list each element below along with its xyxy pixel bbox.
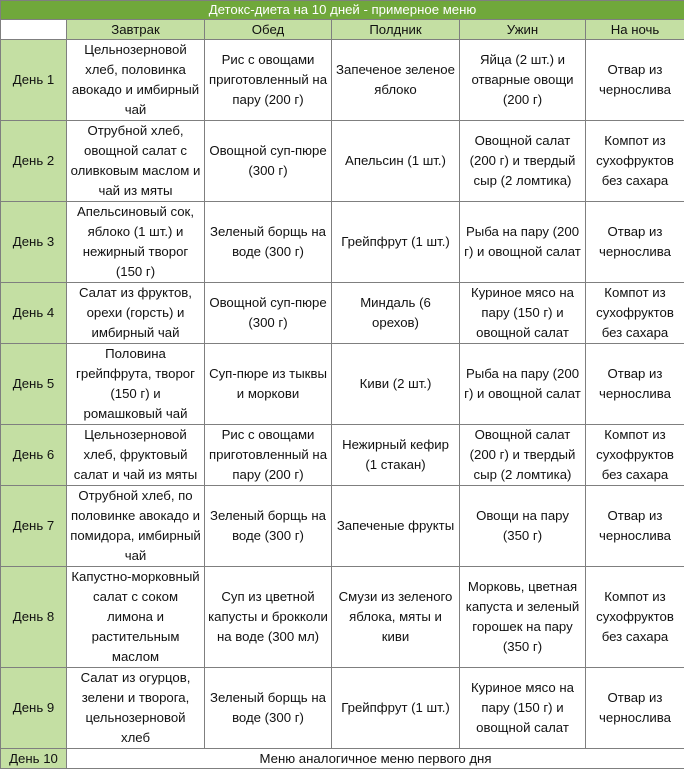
snack-cell: Смузи из зеленого яблока, мяты и киви [332,567,460,668]
day-label: День 9 [1,668,67,749]
header-breakfast: Завтрак [67,20,205,40]
day10-note: Меню аналогичное меню первого дня [67,749,684,769]
day-label: День 1 [1,40,67,121]
dinner-cell: Овощной салат (200 г) и твердый сыр (2 ломтика) [460,121,586,202]
breakfast-cell: Салат из огурцов, зелени и творога, цельнозерновой хлеб [67,668,205,749]
breakfast-cell: Отрубной хлеб, овощной салат с оливковым маслом и чай из мяты [67,121,205,202]
lunch-cell: Зеленый борщь на воде (300 г) [205,202,332,283]
table-row [1,121,684,202]
breakfast-cell: Салат из фруктов, орехи (горсть) и имбирный чай [67,283,205,344]
night-cell: Отвар из чернослива [586,40,684,121]
table-row [1,486,684,567]
night-cell: Компот из сухофруктов без сахара [586,283,684,344]
night-cell: Компот из сухофруктов без сахара [586,567,684,668]
dinner-cell: Яйца (2 шт.) и отварные овощи (200 г) [460,40,586,121]
lunch-cell: Зеленый борщь на воде (300 г) [205,668,332,749]
breakfast-cell: Отрубной хлеб, по половинке авокадо и помидора, имбирный чай [67,486,205,567]
day-label: День 6 [1,425,67,486]
day-label: День 10 [1,749,67,769]
dinner-cell: Рыба на пару (200 г) и овощной салат [460,344,586,425]
snack-cell: Апельсин (1 шт.) [332,121,460,202]
table-row [1,567,684,668]
snack-cell: Киви (2 шт.) [332,344,460,425]
dinner-cell: Овощной салат (200 г) и твердый сыр (2 ломтика) [460,425,586,486]
dinner-cell: Овощи на пару (350 г) [460,486,586,567]
lunch-cell: Рис с овощами приготовленный на пару (200 г) [205,40,332,121]
breakfast-cell: Капустно-морковный салат с соком лимона и растительным маслом [67,567,205,668]
header-dinner: Ужин [460,20,586,40]
snack-cell: Грейпфрут (1 шт.) [332,668,460,749]
day-label: День 8 [1,567,67,668]
lunch-cell: Рис с овощами приготовленный на пару (200 г) [205,425,332,486]
header-night: На ночь [586,20,684,40]
snack-cell: Миндаль (6 орехов) [332,283,460,344]
lunch-cell: Суп из цветной капусты и брокколи на воде (300 мл) [205,567,332,668]
dinner-cell: Рыба на пару (200 г) и овощной салат [460,202,586,283]
table-row [1,425,684,486]
table-row [1,668,684,749]
dinner-cell: Куриное мясо на пару (150 г) и овощной салат [460,668,586,749]
day-label: День 3 [1,202,67,283]
column-header-row [1,20,684,40]
snack-cell: Запеченые фрукты [332,486,460,567]
night-cell: Отвар из чернослива [586,668,684,749]
day-label: День 4 [1,283,67,344]
lunch-cell: Овощной суп-пюре (300 г) [205,121,332,202]
table-row [1,40,684,121]
day-label: День 7 [1,486,67,567]
dinner-cell: Морковь, цветная капуста и зеленый горошек на пару (350 г) [460,567,586,668]
header-corner [1,20,67,40]
day-label: День 5 [1,344,67,425]
breakfast-cell: Апельсиновый сок, яблоко (1 шт.) и нежирный творог (150 г) [67,202,205,283]
table-row [1,283,684,344]
night-cell: Компот из сухофруктов без сахара [586,121,684,202]
table-row [1,749,684,769]
night-cell: Компот из сухофруктов без сахара [586,425,684,486]
snack-cell: Запеченое зеленое яблоко [332,40,460,121]
snack-cell: Нежирный кефир (1 стакан) [332,425,460,486]
breakfast-cell: Цельнозерновой хлеб, половинка авокадо и имбирный чай [67,40,205,121]
header-lunch: Обед [205,20,332,40]
snack-cell: Грейпфрут (1 шт.) [332,202,460,283]
night-cell: Отвар из чернослива [586,486,684,567]
table-row [1,344,684,425]
night-cell: Отвар из чернослива [586,344,684,425]
table-title: Детокс-диета на 10 дней - примерное меню [1,1,684,20]
lunch-cell: Овощной суп-пюре (300 г) [205,283,332,344]
night-cell: Отвар из чернослива [586,202,684,283]
header-snack: Полдник [332,20,460,40]
lunch-cell: Зеленый борщь на воде (300 г) [205,486,332,567]
breakfast-cell: Цельнозерновой хлеб, фруктовый салат и чай из мяты [67,425,205,486]
table-row [1,202,684,283]
dinner-cell: Куриное мясо на пару (150 г) и овощной салат [460,283,586,344]
lunch-cell: Суп-пюре из тыквы и моркови [205,344,332,425]
day-label: День 2 [1,121,67,202]
breakfast-cell: Половина грейпфрута, творог (150 г) и ромашковый чай [67,344,205,425]
